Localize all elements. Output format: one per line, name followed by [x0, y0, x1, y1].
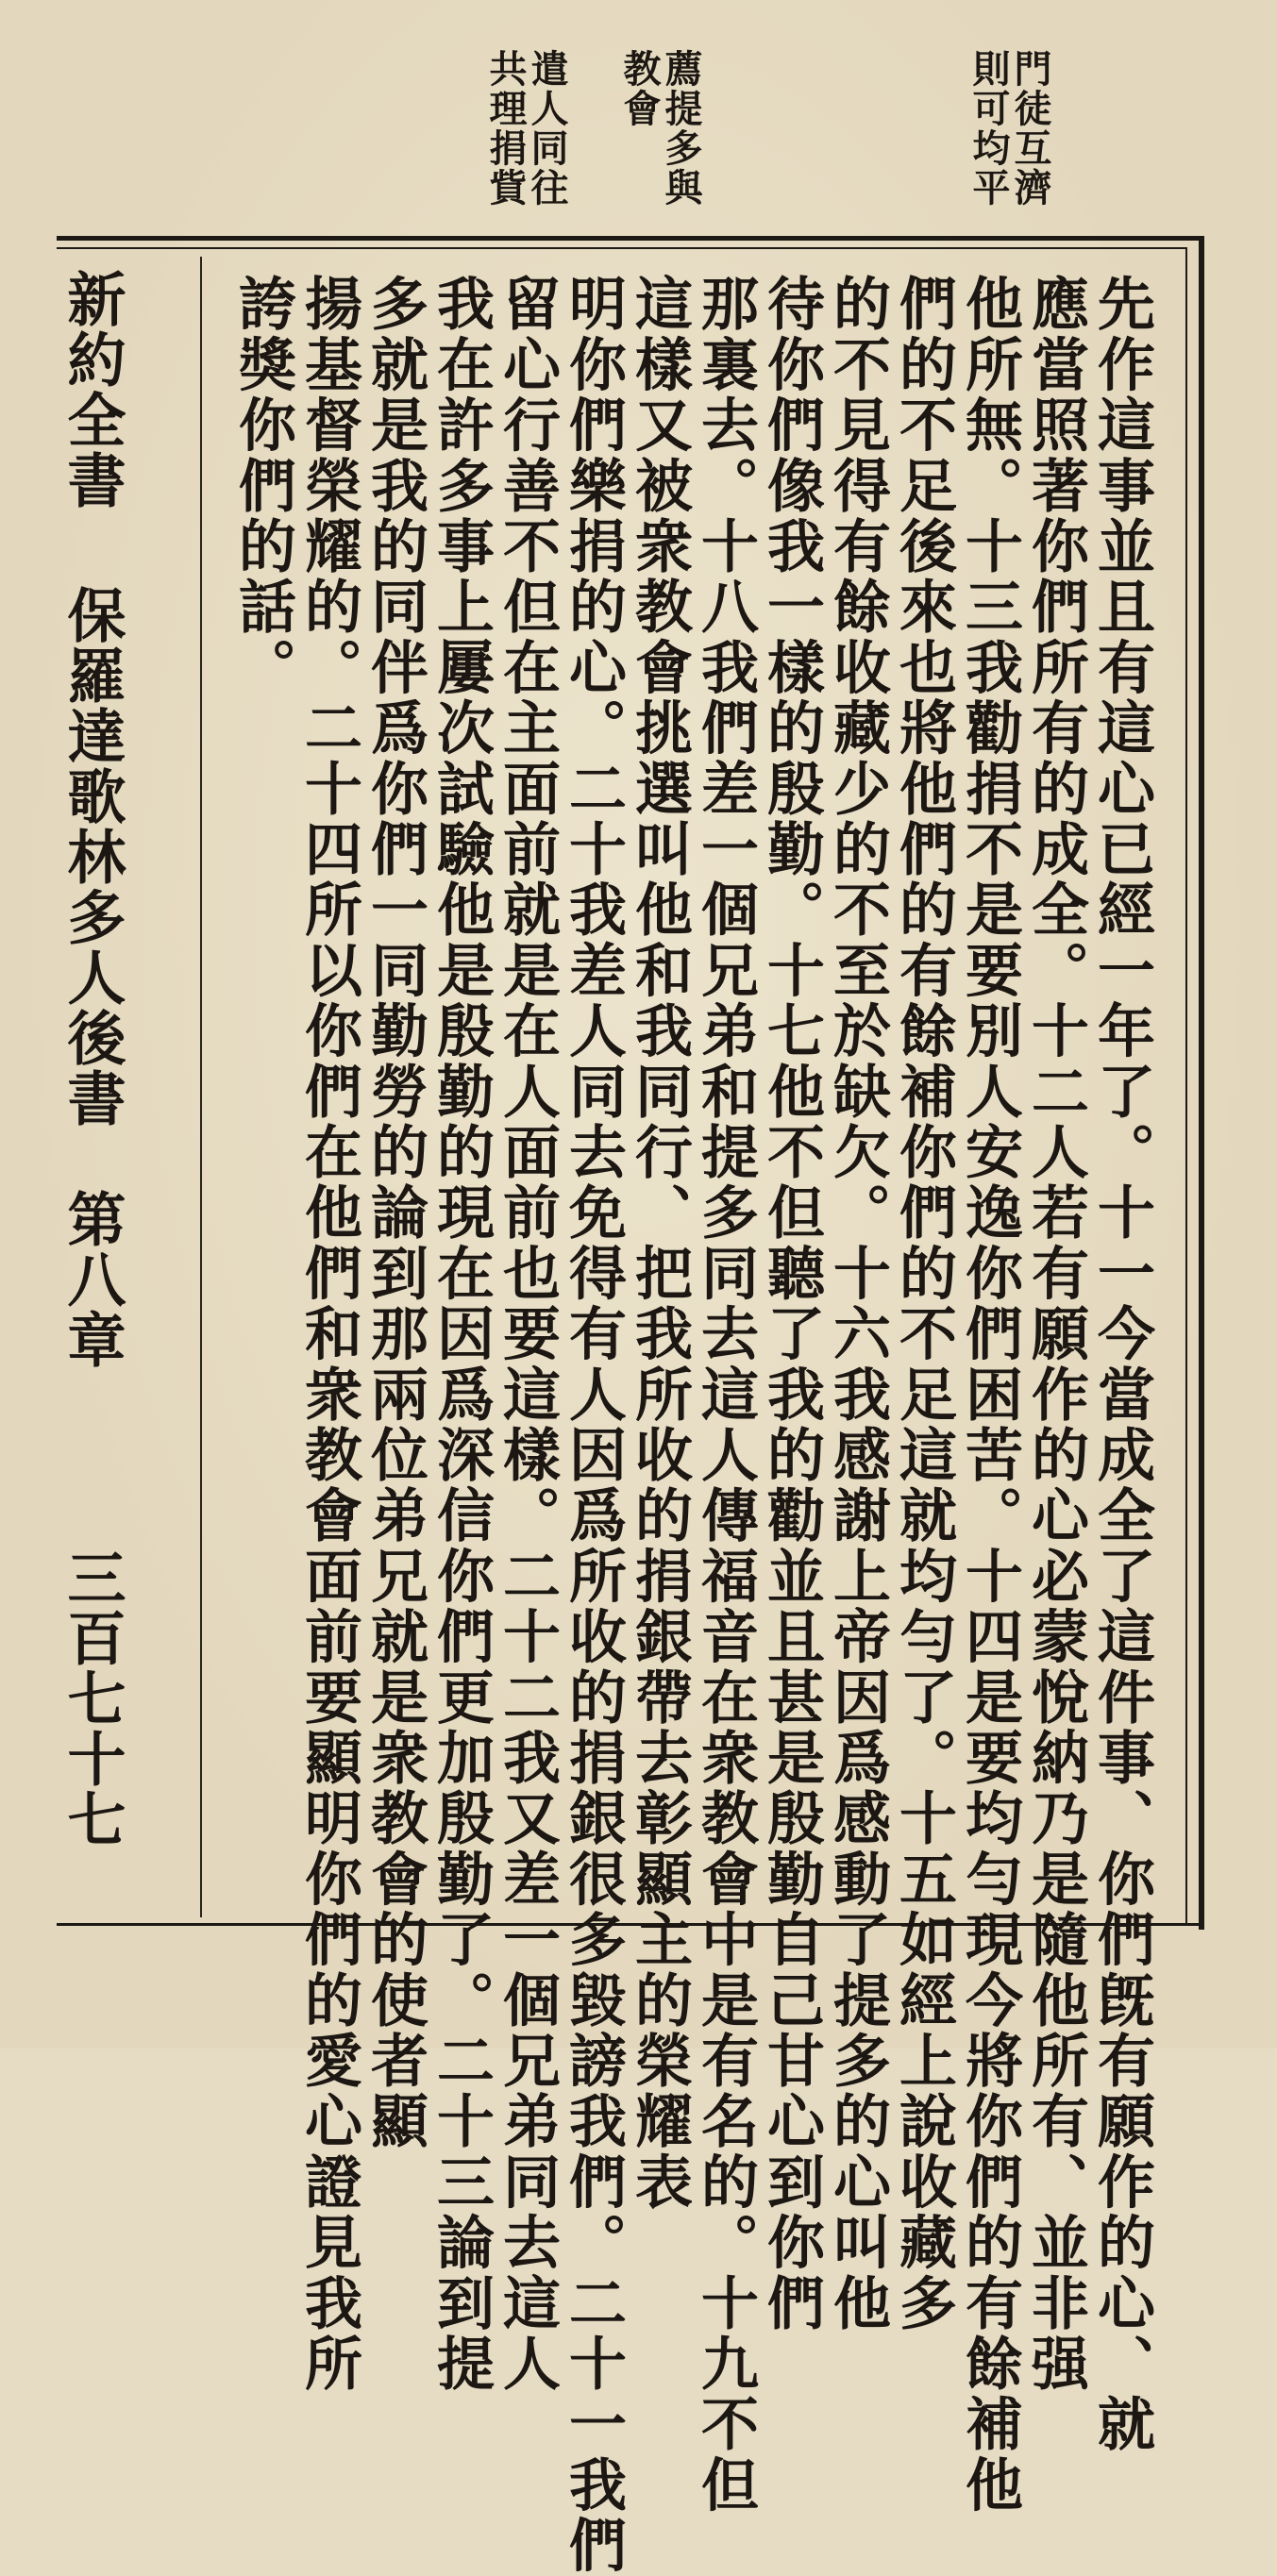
margin-note-1 [967, 49, 1050, 208]
margin-note-1-line2: 則可均平 [966, 49, 1011, 208]
page-number: 三百七十七 [58, 1547, 126, 1849]
frame-inner-top-rule [57, 247, 1187, 249]
text-column: 先作這事並且有這心已經一年了。十一今當成全了這件事、你們旣有願作的心、就 [1088, 274, 1155, 2455]
footer-divider-rule [200, 257, 202, 1917]
text-column: 待你們像我一樣的殷勤。十七他不但聽了我的勸並且甚是殷勤自己甘心到你們 [758, 274, 825, 2333]
margin-note-2-line2: 教會 [617, 49, 662, 128]
text-column: 這樣又被衆教會挑選叫他和我同行、把我所收的捐銀帶去彰顯主的榮耀表 [626, 274, 693, 2213]
text-column: 我在許多事上屢次試驗他是殷勤的現在因爲深信你們更加殷勤了。二十三論到提 [428, 274, 495, 2394]
margin-note-3-line1: 遣人同往 [525, 49, 569, 208]
text-column: 應當照著你們所有的成全。十二人若有願作的心必蒙悅納乃是隨他所有、並非强 [1022, 274, 1089, 2394]
book-title: 新約全書 [58, 269, 126, 510]
margin-note-3 [484, 49, 567, 208]
margin-note-3-line2: 共理捐貲 [483, 49, 528, 208]
text-column: 的不見得有餘收藏少的不至於缺欠。十六我感謝上帝因爲感動了提多的心叫他 [824, 274, 891, 2333]
text-column: 揚基督榮耀的。二十四所以你們在他們和衆教會面前要顯明你們的愛心證見我所 [295, 274, 362, 2394]
margin-note-2 [618, 49, 701, 208]
text-column: 留心行善不但在主面前就是在人面前也要這樣。二十二我又差一個兄弟同去這人 [494, 274, 561, 2394]
text-column: 多就是我的同伴爲你們一同勤勞的論到那兩位弟兄就是衆教會的使者顯 [361, 274, 428, 2152]
text-column: 誇獎你們的話。 [229, 274, 296, 698]
margin-note-1-line1: 門徒互濟 [1008, 49, 1052, 208]
chapter-heading: 保羅達歌林多人後書 第八章 [58, 585, 126, 1370]
text-column: 他所無。十三我勸捐不是要別人安逸你們困苦。十四是要均勻現今將你們的有餘補他 [956, 274, 1023, 2516]
margin-note-2-line1: 薦提多與 [659, 49, 703, 208]
frame-inner-right-rule [1185, 247, 1187, 1925]
scripture-body [229, 274, 1155, 2576]
text-column: 那裏去。十八我們差一個兄弟和提多同去這人傳福音在衆教會中是有名的。十九不但 [692, 274, 759, 2516]
text-column: 明你們樂捐的心。二十我差人同去免得有人因爲所收的捐銀很多毀謗我們。二十一我們 [560, 274, 627, 2576]
text-column: 們的不足後來也將他們的有餘補你們的不足這就均勻了。十五如經上說收藏多 [890, 274, 957, 2333]
